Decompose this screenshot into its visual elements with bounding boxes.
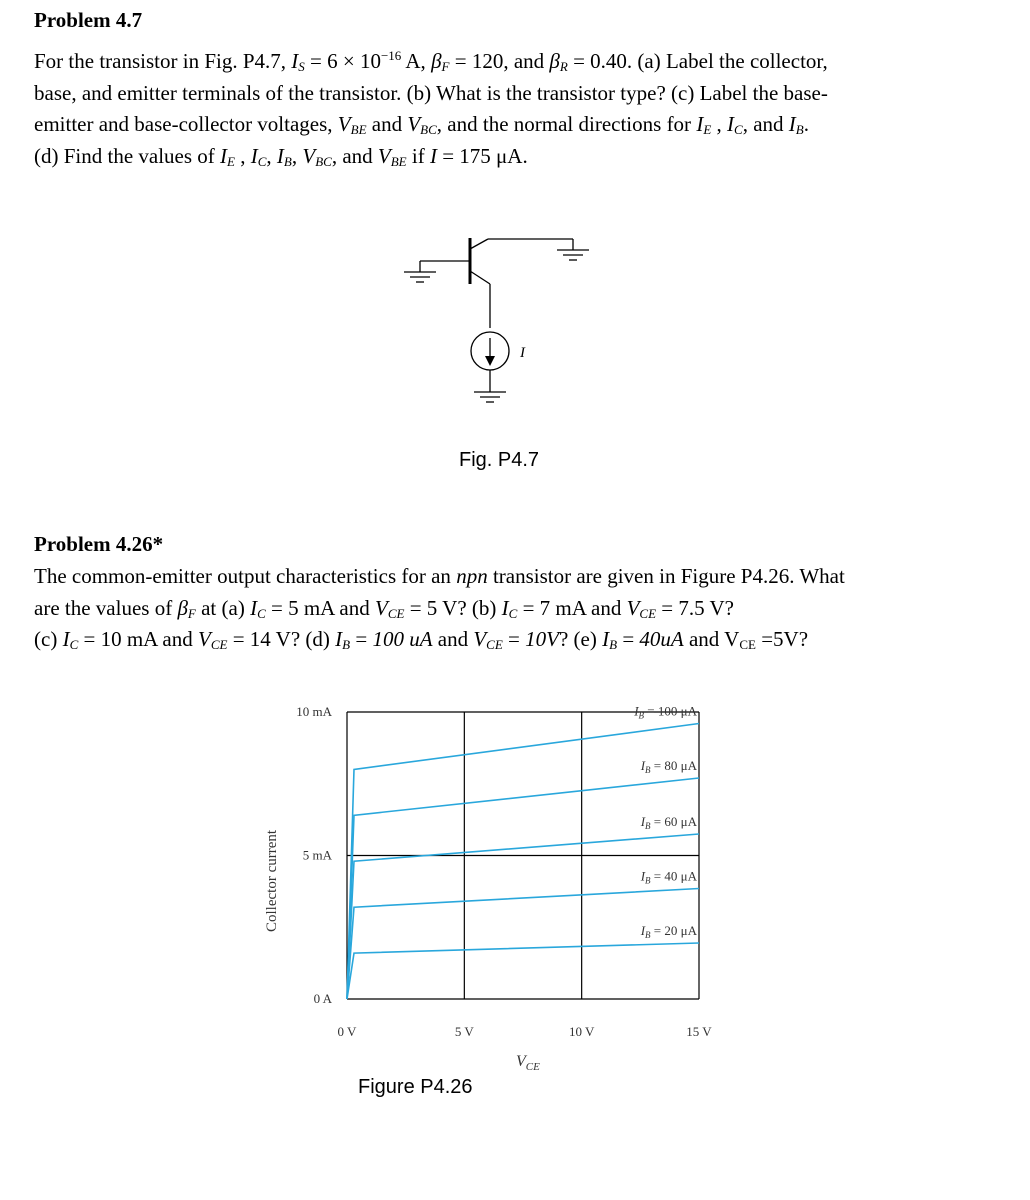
x-tick-label: 10 V bbox=[568, 1024, 595, 1039]
y-axis-label: Collector current bbox=[264, 829, 280, 932]
series-label-1: $I_B = 100$ μA bbox=[634, 703, 697, 721]
problem-4-7-heading: Problem 4.7 bbox=[34, 8, 143, 32]
series-label-3: $I_B = 60$ μA bbox=[640, 813, 697, 831]
x-axis-label: $V_{CE}$ bbox=[516, 1053, 540, 1073]
text-line: (d) Find the values of $I_E$ , $I_C$, $I_B$, $V_{BC}$, and $V_{BE}$ if I = 175 μA. bbox=[34, 143, 528, 169]
current-source-label: I bbox=[520, 345, 525, 361]
text-line: (c) $I_C = 10$ mA and $V_{CE} = 14$ V? (d) $I_B = 100$ uA and $V_{CE} = 10V$? (e) $I_B = 40uA$ and $V_{CE} =5V$? bbox=[34, 627, 809, 652]
text-line: base, and emitter terminals of the transistor. (b) What is the transistor type? (c) Label the base- bbox=[34, 80, 828, 105]
problem-4-26-heading: Problem 4.26* bbox=[34, 532, 164, 556]
text-line: are the values of $\beta_F$ at (a) $I_C = 5$ mA and $V_{CE} = 5$ V? (b) $I_C = 7$ mA and $V_{CE} = 7.5$ V? bbox=[34, 595, 734, 621]
x-tick-label: 15 V bbox=[686, 1024, 712, 1039]
upper-terminal-lead bbox=[470, 239, 488, 249]
circuit-fig-p4-7 bbox=[0, 0, 1030, 500]
text-line: For the transistor in Fig. P4.7, $I_S = 6 \times 10^{-16}$ A, $\beta_F = 120$, and $\beta_R = 0.40$. (a) Label the collector, bbox=[34, 48, 828, 74]
y-tick-label: 0 A bbox=[313, 991, 332, 1006]
series-label-2: $I_B = 80$ μA bbox=[640, 758, 697, 776]
series-line-2 bbox=[347, 778, 699, 999]
figure-p4-26-caption: Figure P4.26 bbox=[358, 1076, 473, 1098]
fig-p4-7-caption: Fig. P4.7 bbox=[459, 449, 540, 471]
y-tick-label: 5 mA bbox=[302, 847, 332, 863]
chart-figure-p4-26 bbox=[0, 680, 1030, 1120]
lower-terminal-lead bbox=[470, 271, 490, 284]
series-line-3 bbox=[347, 834, 699, 999]
current-source-arrowhead bbox=[485, 356, 495, 366]
text-line: The common-emitter output characteristics for an npn transistor are given in Figure P4.26. What bbox=[34, 564, 845, 588]
series-line-5 bbox=[347, 943, 699, 999]
problem-4-26-text bbox=[34, 561, 1009, 656]
text-line: emitter and base-collector voltages, $V_{BE}$ and $V_{BC}$, and the normal directions for $I_E$ , $I_C$, and $I_B$. bbox=[34, 112, 809, 137]
series-label-5: $I_B = 20$ μA bbox=[640, 923, 697, 941]
x-tick-label: 0 V bbox=[337, 1024, 357, 1039]
y-tick-label: 10 mA bbox=[296, 704, 332, 719]
series-label-4: $I_B = 40$ μA bbox=[640, 868, 697, 886]
x-tick-label: 5 V bbox=[454, 1024, 474, 1039]
